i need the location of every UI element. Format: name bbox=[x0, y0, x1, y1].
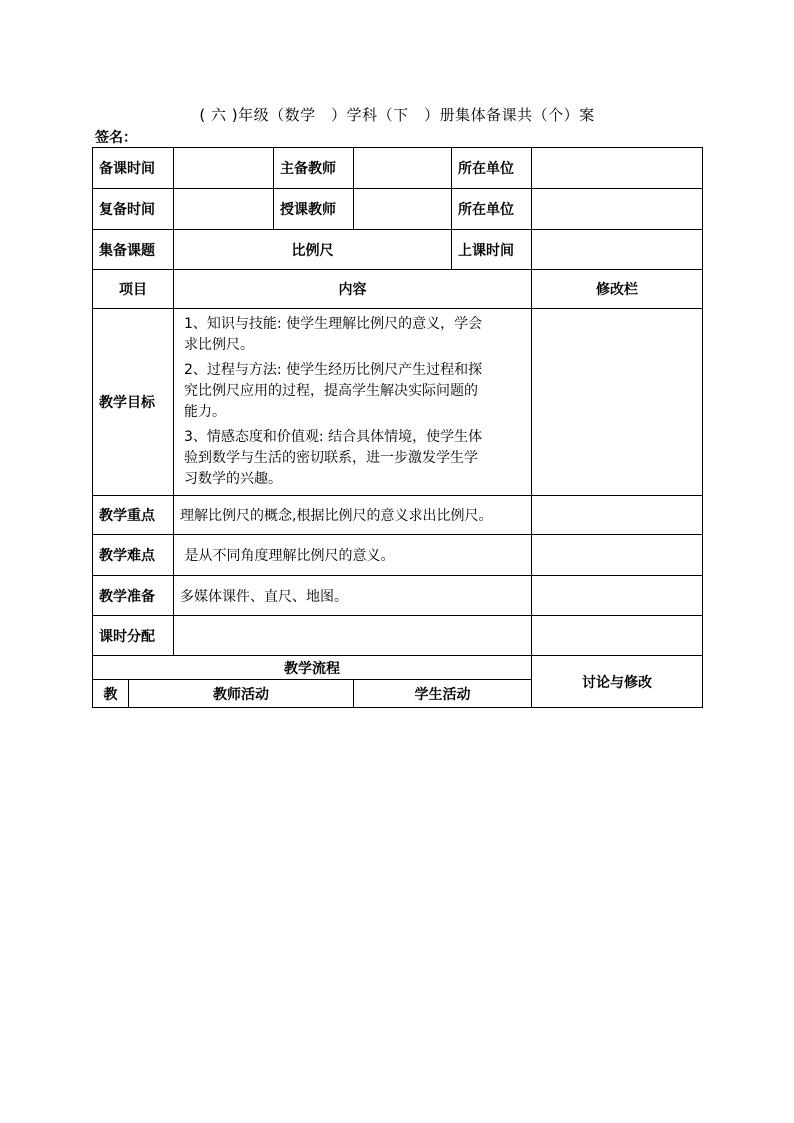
prep-time-value bbox=[174, 148, 274, 189]
class-time-value bbox=[532, 230, 703, 270]
key-points-value: 理解比例尺的概念,根据比例尺的意义求出比例尺。 bbox=[174, 496, 532, 535]
topic-label: 集备课题 bbox=[93, 230, 174, 270]
objective-line: 习数学的兴趣。 bbox=[184, 471, 282, 487]
objective-line: 求比例尺。 bbox=[184, 337, 254, 353]
unit-value bbox=[532, 148, 703, 189]
signature-label: 签名： bbox=[95, 130, 137, 146]
unit-label: 所在单位 bbox=[452, 189, 532, 230]
column-header-revision: 修改栏 bbox=[532, 270, 703, 309]
preparation-value: 多媒体课件、直尺、地图。 bbox=[174, 576, 532, 616]
period-label: 课时分配 bbox=[93, 616, 174, 656]
unit-value bbox=[532, 189, 703, 230]
period-revision bbox=[532, 616, 703, 656]
key-points-label: 教学重点 bbox=[93, 496, 174, 535]
discussion-label: 讨论与修改 bbox=[532, 656, 703, 708]
flow-label: 教学流程 bbox=[93, 656, 532, 680]
teaching-teacher-value bbox=[354, 189, 452, 230]
main-teacher-value bbox=[354, 148, 452, 189]
flow-col-student-activity: 学生活动 bbox=[354, 680, 532, 708]
topic-value: 比例尺 bbox=[174, 230, 452, 270]
difficulty-revision bbox=[532, 535, 703, 576]
lesson-plan-table bbox=[92, 147, 703, 708]
objectives-content bbox=[174, 309, 532, 496]
main-teacher-label: 主备教师 bbox=[274, 148, 354, 189]
document-title: ( 六 )年级（数学 ）学科（下 ）册集体备课共（个）案 bbox=[199, 106, 595, 124]
column-header-content: 内容 bbox=[174, 270, 532, 309]
flow-col-teach: 教 bbox=[93, 680, 129, 708]
preparation-revision bbox=[532, 576, 703, 616]
preparation-label: 教学准备 bbox=[93, 576, 174, 616]
column-header-item: 项目 bbox=[93, 270, 174, 309]
teaching-teacher-label: 授课教师 bbox=[274, 189, 354, 230]
objective-line: 验到数学与生活的密切联系，进一步激发学生学 bbox=[184, 450, 478, 466]
objectives-label: 教学目标 bbox=[93, 309, 174, 496]
objective-line: 究比例尺应用的过程，提高学生解决实际问题的 bbox=[184, 383, 478, 399]
objective-line: 1、知识与技能: 使学生理解比例尺的意义，学会 bbox=[184, 316, 483, 332]
prep-time-label: 备课时间 bbox=[93, 148, 174, 189]
period-value bbox=[174, 616, 532, 656]
key-points-revision bbox=[532, 496, 703, 535]
difficulty-value: 是从不同角度理解比例尺的意义。 bbox=[174, 535, 532, 576]
difficulty-label: 教学难点 bbox=[93, 535, 174, 576]
unit-label: 所在单位 bbox=[452, 148, 532, 189]
review-time-value bbox=[174, 189, 274, 230]
objective-line: 3、情感态度和价值观: 结合具体情境，使学生体 bbox=[184, 429, 483, 445]
objective-line: 2、过程与方法: 使学生经历比例尺产生过程和探 bbox=[184, 362, 483, 378]
class-time-label: 上课时间 bbox=[452, 230, 532, 270]
flow-col-teacher-activity: 教师活动 bbox=[129, 680, 354, 708]
review-time-label: 复备时间 bbox=[93, 189, 174, 230]
objective-line: 能力。 bbox=[184, 404, 226, 420]
objectives-revision bbox=[532, 309, 703, 496]
